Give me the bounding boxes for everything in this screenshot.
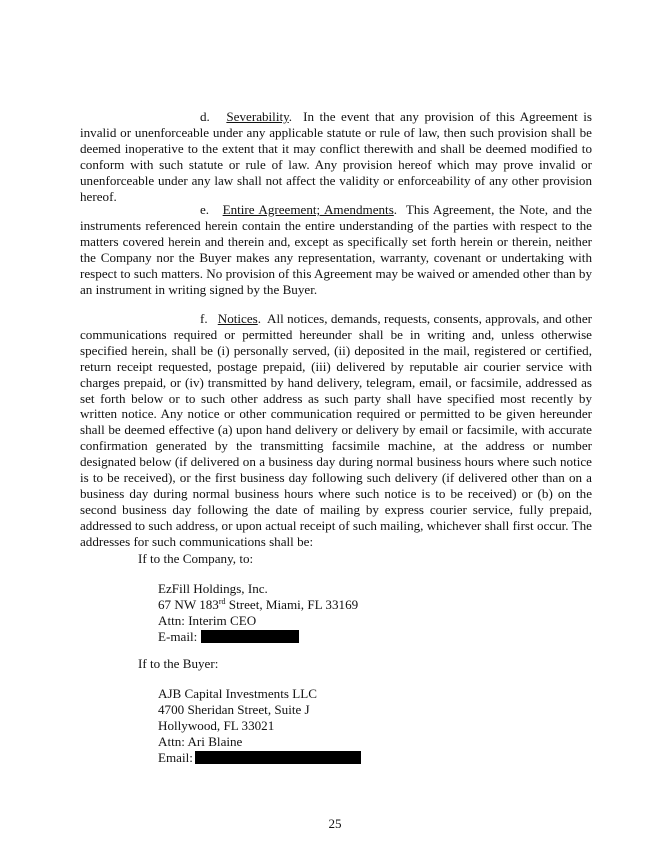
buyer-attn: Attn: Ari Blaine [158, 734, 243, 749]
company-street: 67 NW 183rd Street, Miami, FL 33169 [158, 597, 359, 612]
buyer-intro: If to the Buyer: [138, 656, 219, 671]
section-heading: Severability [226, 109, 289, 124]
section-entire-agreement: e. Entire Agreement; Amendments. This Agreement, the Note, and the instruments referenced herein contain the entire understanding of the parties with respect to the matters covered herein and therein and, except as specifically set forth herein or therein, neither the Company nor the Buyer makes any representation, warranty, covenant or undertaking with respect to such matters. No provision of this Agreement may be waived or amended other than by an instrument in writing signed by the Buyer. [80, 202, 592, 297]
buyer-name: AJB Capital Investments LLC [158, 686, 317, 701]
section-body: This Agreement, the Note, and the instruments referenced herein contain the entire understanding of the parties with respect to the matters covered herein and therein and, except as specifically set forth herein or therein, neither the Company nor the Buyer makes any representation, warranty, covenant or undertaking with respect to such matters. No provision of this Agreement may be waived or amended other than by an instrument in writing signed by the Buyer. [80, 202, 592, 297]
section-severability: d. Severability. In the event that any provision of this Agreement is invalid or unenforceable under any applicable statute or rule of law, then such provision shall be deemed inoperative to the extent that it may conflict therewith and shall be deemed modified to conform with such statute or rule of law. Any provision hereof which may prove invalid or unenforceable under any law shall not affect the validity or enforceability of any other provision hereof. [80, 109, 592, 204]
buyer-street: 4700 Sheridan Street, Suite J [158, 702, 310, 717]
section-marker: f. [200, 311, 208, 326]
company-attn: Attn: Interim CEO [158, 613, 257, 628]
buyer-email [158, 750, 361, 766]
section-marker: e. [200, 202, 210, 217]
section-marker: d. [200, 109, 210, 124]
buyer-city: Hollywood, FL 33021 [158, 718, 275, 733]
section-body: All notices, demands, requests, consents, approvals, and other communications required or permitted hereunder shall be in writing and, unless otherwise specified herein, shall be (i) personally served, (ii) deposited in the mail, registered or certified, return receipt requested, postage prepaid, (iii) delivered by reputable air courier service with charges prepaid, or (iv) transmitted by hand delivery, telegram, email, or facsimile, addressed as set forth below or to such other address as such party shall have specified most recently by written notice. Any notice or other communication required or permitted to be given hereunder shall be deemed effective (a) upon hand delivery or delivery by email or facsimile, with accurate confirmation generated by the transmitting facsimile machine, at the address or number designated below (if delivered on a business day during normal business hours where such notice is to be received), or the first business day following such delivery (if delivered other than on a business day during normal business hours where such notice is to be received) or (b) on the second business day following the date of mailing by express courier service, fully prepaid, addressed to such address, or upon actual receipt of such mailing, whichever shall first occur. The addresses for such communications shall be: [80, 311, 592, 549]
section-notices: f. Notices. All notices, demands, requests, consents, approvals, and other communications required or permitted hereunder shall be in writing and, unless otherwise specified herein, shall be (i) personally served, (ii) deposited in the mail, registered or certified, return receipt requested, postage prepaid, (iii) delivered by reputable air courier service with charges prepaid, or (iv) transmitted by hand delivery, telegram, email, or facsimile, addressed as set forth below or to such other address as such party shall have specified most recently by written notice. Any notice or other communication required or permitted to be given hereunder shall be deemed effective (a) upon hand delivery or delivery by email or facsimile, with accurate confirmation generated by the transmitting facsimile machine, at the address or number designated below (if delivered on a business day during normal business hours where such notice is to be received), or the first business day following such delivery (if delivered other than on a business day during normal business hours where such notice is to be received) or (b) on the second business day following the date of mailing by express courier service, fully prepaid, addressed to such address, or upon actual receipt of such mailing, whichever shall first occur. The addresses for such communications shall be: [80, 311, 592, 549]
section-body: In the event that any provision of this Agreement is invalid or unenforceable under any applicable statute or rule of law, then such provision shall be deemed inoperative to the extent that it may conflict therewith and shall be deemed modified to conform with such statute or rule of law. Any provision hereof which may prove invalid or unenforceable under any law shall not affect the validity or enforceability of any other provision hereof. [80, 109, 592, 204]
redacted-email [195, 751, 361, 764]
redacted-email [201, 630, 299, 643]
company-email [158, 629, 299, 645]
company-name: EzFill Holdings, Inc. [158, 581, 268, 596]
page-number: 25 [328, 816, 342, 832]
email-label: Email: [158, 750, 193, 765]
company-intro: If to the Company, to: [138, 551, 254, 566]
email-label: E-mail: [158, 629, 198, 644]
section-heading: Entire Agreement; Amendments [222, 202, 394, 217]
section-heading: Notices [217, 311, 258, 326]
